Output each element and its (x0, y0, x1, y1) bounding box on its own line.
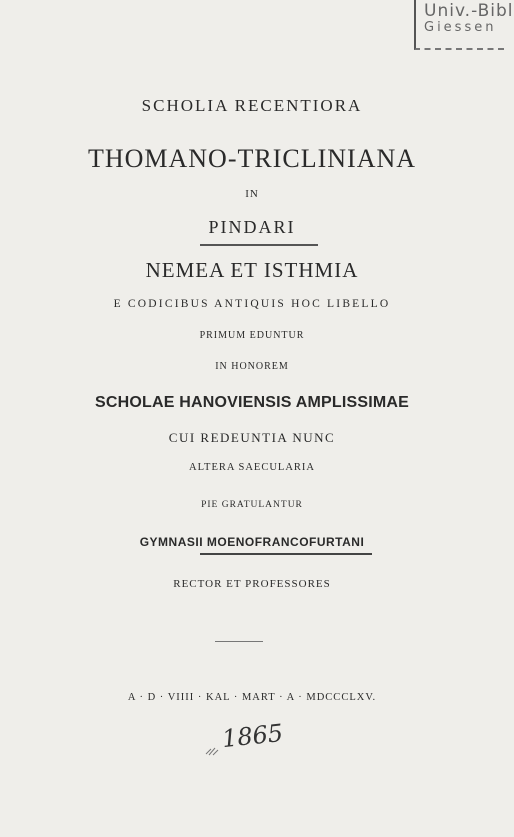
title-line-honorem: IN HONOREM (215, 361, 289, 372)
pencil-mark-icon (205, 746, 219, 756)
separator-rule (215, 641, 263, 642)
library-stamp (414, 0, 514, 50)
title-line-primum: PRIMUM EDUNTUR (199, 330, 305, 341)
title-line-altera: ALTERA SAECULARIA (189, 462, 315, 473)
title-line-pie: PIE GRATULANTUR (201, 500, 303, 510)
stamp-line-2: Giessen (424, 20, 497, 35)
title-line-scholae: SCHOLAE HANOVIENSIS AMPLISSIMAE (94, 394, 410, 411)
stamp-line-1: Univ.-Bibl (424, 1, 514, 21)
date-line: A · D · VIIII · KAL · MART · A · MDCCCLXV. (127, 692, 377, 703)
title-line-nemea: NEMEA ET ISTHMIA (145, 258, 359, 282)
title-line-cui: CUI REDEUNTIA NUNC (168, 430, 336, 445)
underline-rule-1 (200, 244, 318, 246)
title-line-main: THOMANO-TRICLINIANA (87, 144, 417, 173)
handwritten-year: 1865 (220, 718, 285, 754)
title-line-rector: RECTOR ET PROFESSORES (173, 578, 331, 590)
title-line-scholia: SCHOLIA RECENTIORA (141, 96, 363, 115)
underline-rule-2 (200, 553, 372, 555)
title-line-gymnasii: GYMNASII MOENOFRANCOFURTANI (139, 535, 365, 549)
title-line-pindari: PINDARI (208, 217, 296, 237)
title-line-codicibus: E CODICIBUS ANTIQUIS HOC LIBELLO (113, 298, 391, 310)
title-line-in: IN (245, 188, 259, 200)
